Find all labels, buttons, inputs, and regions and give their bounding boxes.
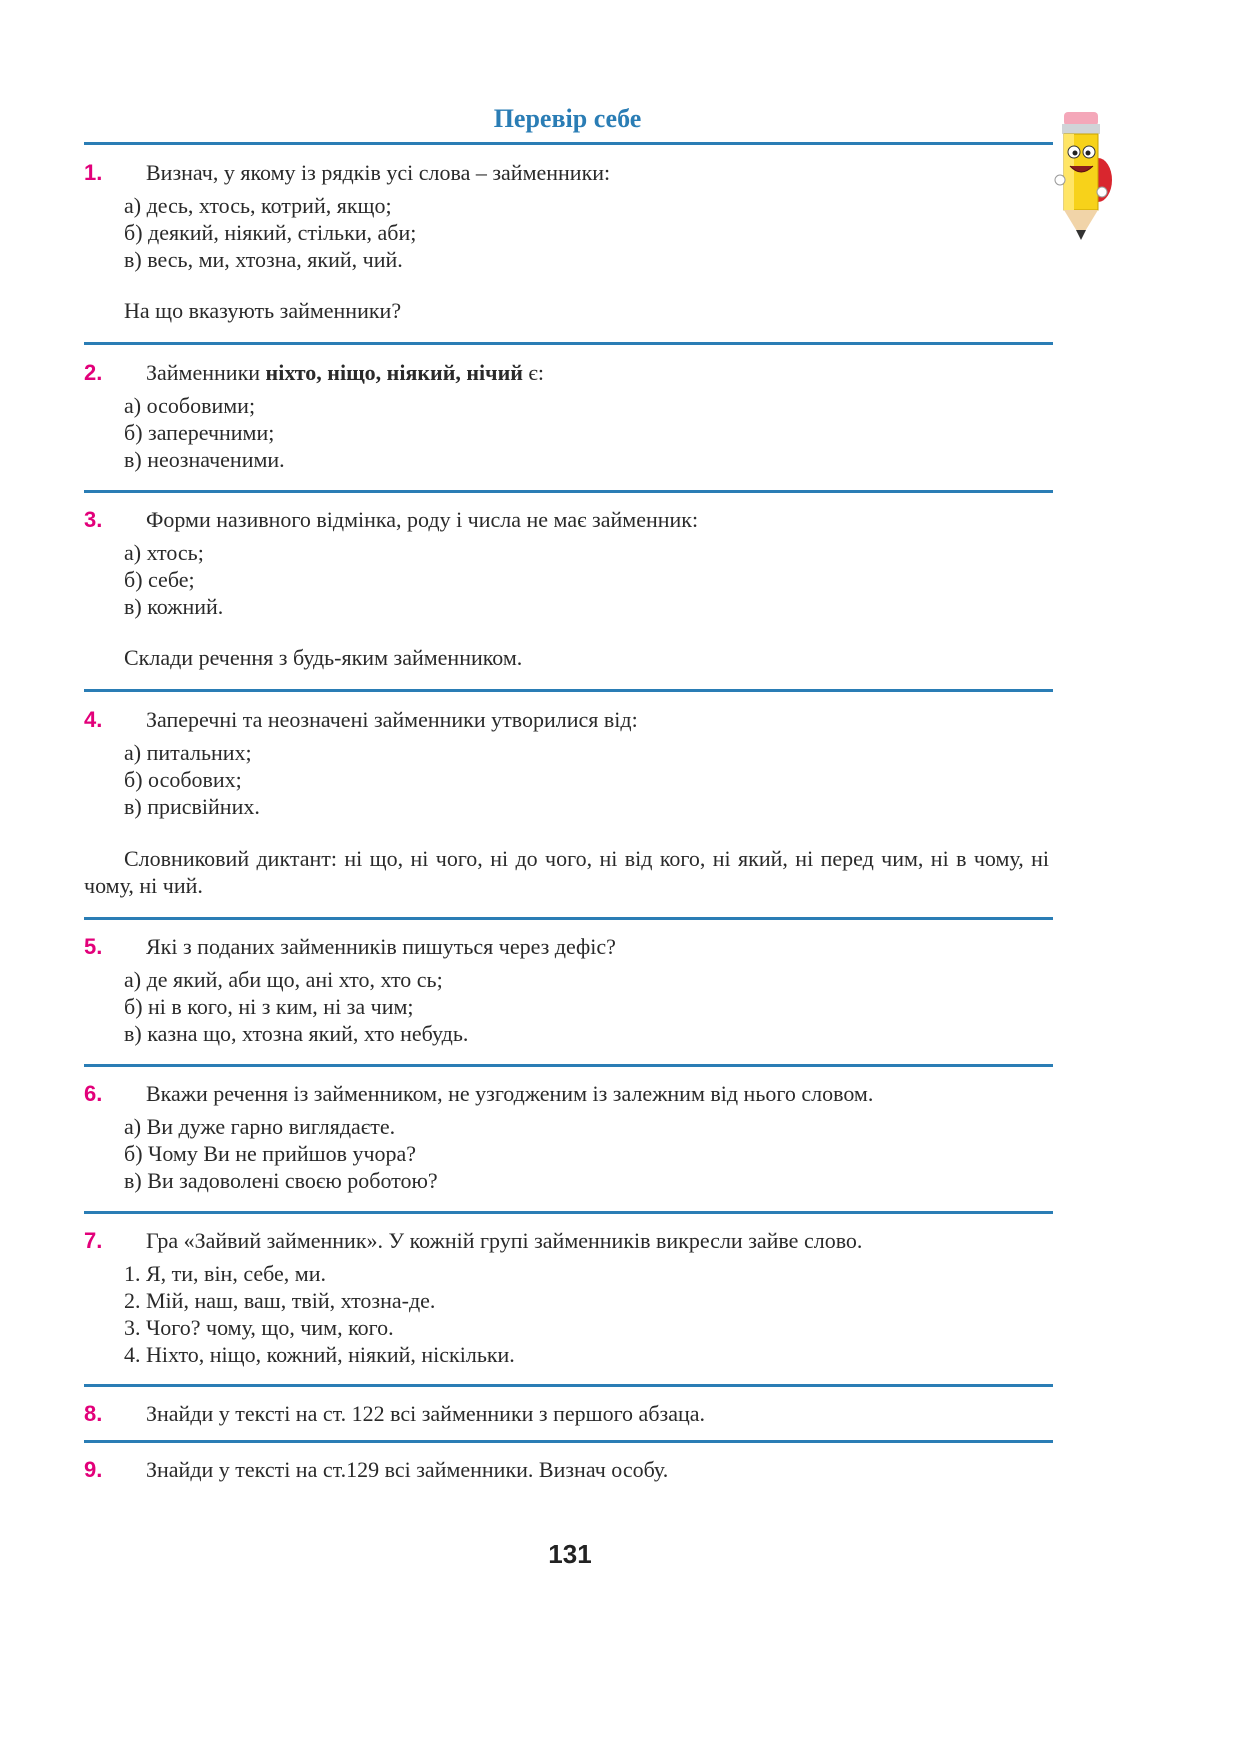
- task-question: Визнач, у якому із рядків усі слова – займенники:: [146, 160, 611, 185]
- task-number: 8.: [84, 1401, 103, 1426]
- option: 4. Ніхто, ніщо, кожний, ніякий, ніскільки.: [124, 1342, 515, 1367]
- task-number: 2.: [84, 360, 103, 385]
- task-number: 7.: [84, 1228, 103, 1253]
- option: а) питальних;: [124, 740, 252, 765]
- option: а) хтось;: [124, 540, 204, 565]
- option: б) заперечними;: [124, 420, 275, 445]
- task-extra: На що вказують займенники?: [124, 298, 402, 323]
- divider: [84, 1440, 1053, 1443]
- task-options: [124, 392, 285, 473]
- option: в) Ви задоволені своєю роботою?: [124, 1168, 438, 1193]
- option: в) казна що, хтозна який, хто небудь.: [124, 1021, 469, 1046]
- divider: [84, 1211, 1053, 1214]
- task-options: [124, 966, 468, 1047]
- divider: [84, 342, 1053, 345]
- divider: [84, 1064, 1053, 1067]
- option: в) кожний.: [124, 594, 224, 619]
- option: а) особовими;: [124, 393, 256, 418]
- task-number: 4.: [84, 707, 103, 732]
- divider: [84, 490, 1053, 493]
- task-number: 1.: [84, 160, 103, 185]
- task-extra: Склади речення з будь-яким займенником.: [124, 645, 523, 670]
- option: в) неозначеними.: [124, 447, 285, 472]
- option: в) весь, ми, хтозна, який, чий.: [124, 247, 403, 272]
- task-question: Знайди у тексті на ст.129 всі займенники. Визнач особу.: [146, 1457, 669, 1482]
- option: в) присвійних.: [124, 794, 260, 819]
- page-title: Перевір себе: [493, 104, 642, 133]
- task-question: Знайди у тексті на ст. 122 всі займенники з першого абзаца.: [146, 1401, 706, 1426]
- task-question: Вкажи речення із займенником, не узгодженим із залежним від нього словом.: [146, 1081, 874, 1106]
- vocabulary-dictation: Словниковий диктант: ні що, ні чого, ні до чого, ні від кого, ні який, ні перед чим, ні в чому, ні чому, ні чий.: [84, 846, 1049, 898]
- task-options: [124, 1260, 515, 1368]
- divider: [84, 917, 1053, 920]
- option: б) Чому Ви не прийшов учора?: [124, 1141, 417, 1166]
- task-number: 9.: [84, 1457, 103, 1482]
- task-question: Займенники ніхто, ніщо, ніякий, нічий є:: [146, 360, 544, 385]
- task-options: [124, 192, 416, 273]
- task-question: Гра «Зайвий займенник». У кожній групі займенників викресли зайве слово.: [146, 1228, 863, 1253]
- page-number: 131: [548, 1539, 592, 1569]
- option: б) себе;: [124, 567, 195, 592]
- option: б) деякий, ніякий, стільки, аби;: [124, 220, 417, 245]
- task-number: 6.: [84, 1081, 103, 1106]
- task-number: 5.: [84, 934, 103, 959]
- option: б) особових;: [124, 767, 242, 792]
- task-number: 3.: [84, 507, 103, 532]
- task-question: Форми називного відмінка, роду і числа не має займенник:: [146, 507, 699, 532]
- pencil-mascot-icon: [1052, 108, 1120, 248]
- option: 2. Мій, наш, ваш, твій, хтозна-де.: [124, 1288, 436, 1313]
- option: б) ні в кого, ні з ким, ні за чим;: [124, 994, 414, 1019]
- option: а) Ви дуже гарно виглядаєте.: [124, 1114, 396, 1139]
- task-options: [124, 1113, 438, 1194]
- option: а) де який, аби що, ані хто, хто сь;: [124, 967, 443, 992]
- task-question: Які з поданих займенників пишуться через дефіс?: [146, 934, 616, 959]
- task-options: [124, 739, 260, 820]
- divider: [84, 142, 1053, 145]
- bold-term: ніхто, ніщо, ніякий, нічий: [265, 360, 523, 385]
- option: 3. Чого? чому, що, чим, кого.: [124, 1315, 394, 1340]
- task-question: Заперечні та неозначені займенники утворилися від:: [146, 707, 638, 732]
- task-options: [124, 539, 223, 620]
- option: 1. Я, ти, він, себе, ми.: [124, 1261, 326, 1286]
- option: а) десь, хтось, котрий, якщо;: [124, 193, 392, 218]
- divider: [84, 1384, 1053, 1387]
- divider: [84, 689, 1053, 692]
